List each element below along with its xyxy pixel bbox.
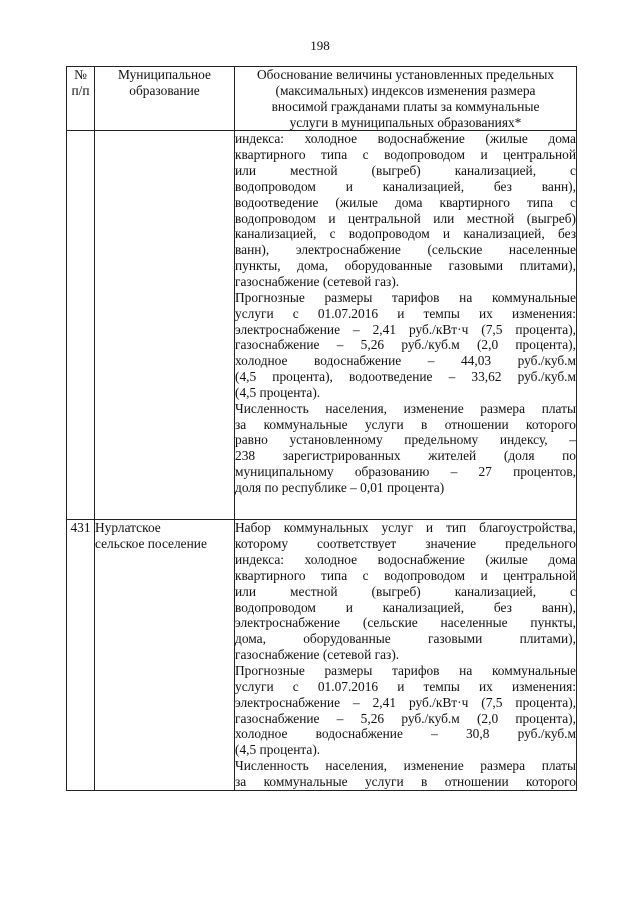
justification-line: электроснабжение – 2,41 руб./кВт·ч (7,5 процента),: [235, 321, 576, 337]
justification-line: холодное водоснабжение – 30,8 руб./куб.м: [235, 726, 576, 742]
header-justification-line: (максимальных) индексов изменения размера: [275, 82, 536, 98]
justification-line: услуги с 01.07.2016 и темпы их изменения:: [235, 305, 576, 321]
justification-line: 238 зарегистрированных жителей (доля по: [235, 448, 576, 464]
justification-line: холодное водоснабжение – 44,03 руб./куб.м: [235, 353, 576, 369]
justification-line: услуги с 01.07.2016 и темпы их изменения:: [235, 678, 576, 694]
justification-line: газоснабжение (сетевой газ).: [235, 273, 400, 289]
header-municipality-line: Муниципальное: [118, 67, 211, 82]
municipality-name: [95, 131, 235, 520]
table-row: [67, 520, 577, 790]
header-municipality: [95, 67, 235, 131]
justification-line: или местной (выгреб) канализацией, с: [235, 583, 576, 599]
justification-line: газоснабжение – 5,26 руб./куб.м (2,0 процента),: [235, 337, 576, 353]
justification-text: [235, 131, 577, 520]
justification-line: (4,5 процента).: [235, 742, 321, 758]
header-justification-line: Обоснование величины установленных предельных: [256, 67, 555, 82]
justification-text: [235, 520, 577, 790]
justification-line: муниципальному образованию – 27 процентов,: [235, 464, 576, 480]
justification-line: Набор коммунальных услуг и тип благоустройства,: [235, 520, 576, 536]
page-number: 198: [310, 38, 330, 53]
header-number-line: №: [74, 67, 87, 82]
justification-line: квартирного типа с водопроводом и центральной: [235, 147, 576, 163]
table-row: [67, 131, 577, 520]
table-header-row: [67, 67, 577, 131]
justification-line: водопроводом и канализацией, без ванн),: [235, 599, 576, 615]
justification-line: водоотведение (жилые дома квартирного типа с: [235, 194, 576, 210]
justification-line: (4,5 процента), водоотведение – 33,62 руб./куб.м: [235, 369, 576, 385]
header-justification-line: вносимой гражданами платы за коммунальные: [271, 98, 540, 114]
justification-line: водопроводом и центральной или местной (выгреб): [235, 210, 576, 226]
justification-line: которому соответствует значение предельного: [235, 536, 576, 552]
justification-line: за коммунальные услуги в отношении которого: [235, 773, 576, 789]
header-justification-line: услуги в муниципальных образованиях*: [289, 114, 522, 130]
justification-line: пункты, дома, оборудованные газовыми плитами),: [235, 258, 576, 274]
justification-line: дома, оборудованные газовыми плитами),: [235, 631, 576, 647]
justification-line: водопроводом и канализацией, без ванн),: [235, 178, 576, 194]
justification-line: квартирного типа с водопроводом и центральной: [235, 567, 576, 583]
header-number: [67, 67, 95, 131]
header-justification: [235, 67, 577, 131]
justification-line: или местной (выгреб) канализацией, с: [235, 163, 576, 179]
header-number-line: п/п: [71, 82, 90, 98]
justification-line: Прогнозные размеры тарифов на коммунальные: [235, 662, 576, 678]
row-number: 431: [67, 520, 95, 790]
justification-line: Численность населения, изменение размера платы: [235, 400, 576, 416]
justification-line: (4,5 процента).: [235, 384, 321, 400]
justification-line: равно установленному предельному индексу, –: [235, 432, 576, 448]
justification-line: Прогнозные размеры тарифов на коммунальные: [235, 289, 576, 305]
justification-line: Численность населения, изменение размера платы: [235, 758, 576, 774]
justification-line: электроснабжение (сельские населенные пункты,: [235, 615, 576, 631]
justification-line: индекса: холодное водоснабжение (жилые дома: [235, 552, 576, 568]
municipality-name-line: Нурлатское: [95, 520, 161, 536]
justification-line: ванн), электроснабжение (сельские населенные: [235, 242, 576, 258]
justification-line: за коммунальные услуги в отношении которого: [235, 416, 576, 432]
municipality-name: [95, 520, 235, 790]
justification-line: газоснабжение (сетевой газ).: [235, 647, 400, 663]
justification-line: электроснабжение – 2,41 руб./кВт·ч (7,5 процента),: [235, 694, 576, 710]
header-municipality-line: образование: [129, 82, 200, 98]
justification-line: канализацией, с водопроводом и канализацией, без: [235, 226, 576, 242]
justification-line: индекса: холодное водоснабжение (жилые дома: [235, 131, 576, 147]
municipality-name-line: сельское поселение: [95, 536, 207, 552]
justification-line: доля по республике – 0,01 процента): [235, 479, 445, 495]
row-number: [67, 131, 95, 520]
tariff-index-table: [66, 66, 577, 791]
justification-line: газоснабжение – 5,26 руб./куб.м (2,0 процента),: [235, 710, 576, 726]
